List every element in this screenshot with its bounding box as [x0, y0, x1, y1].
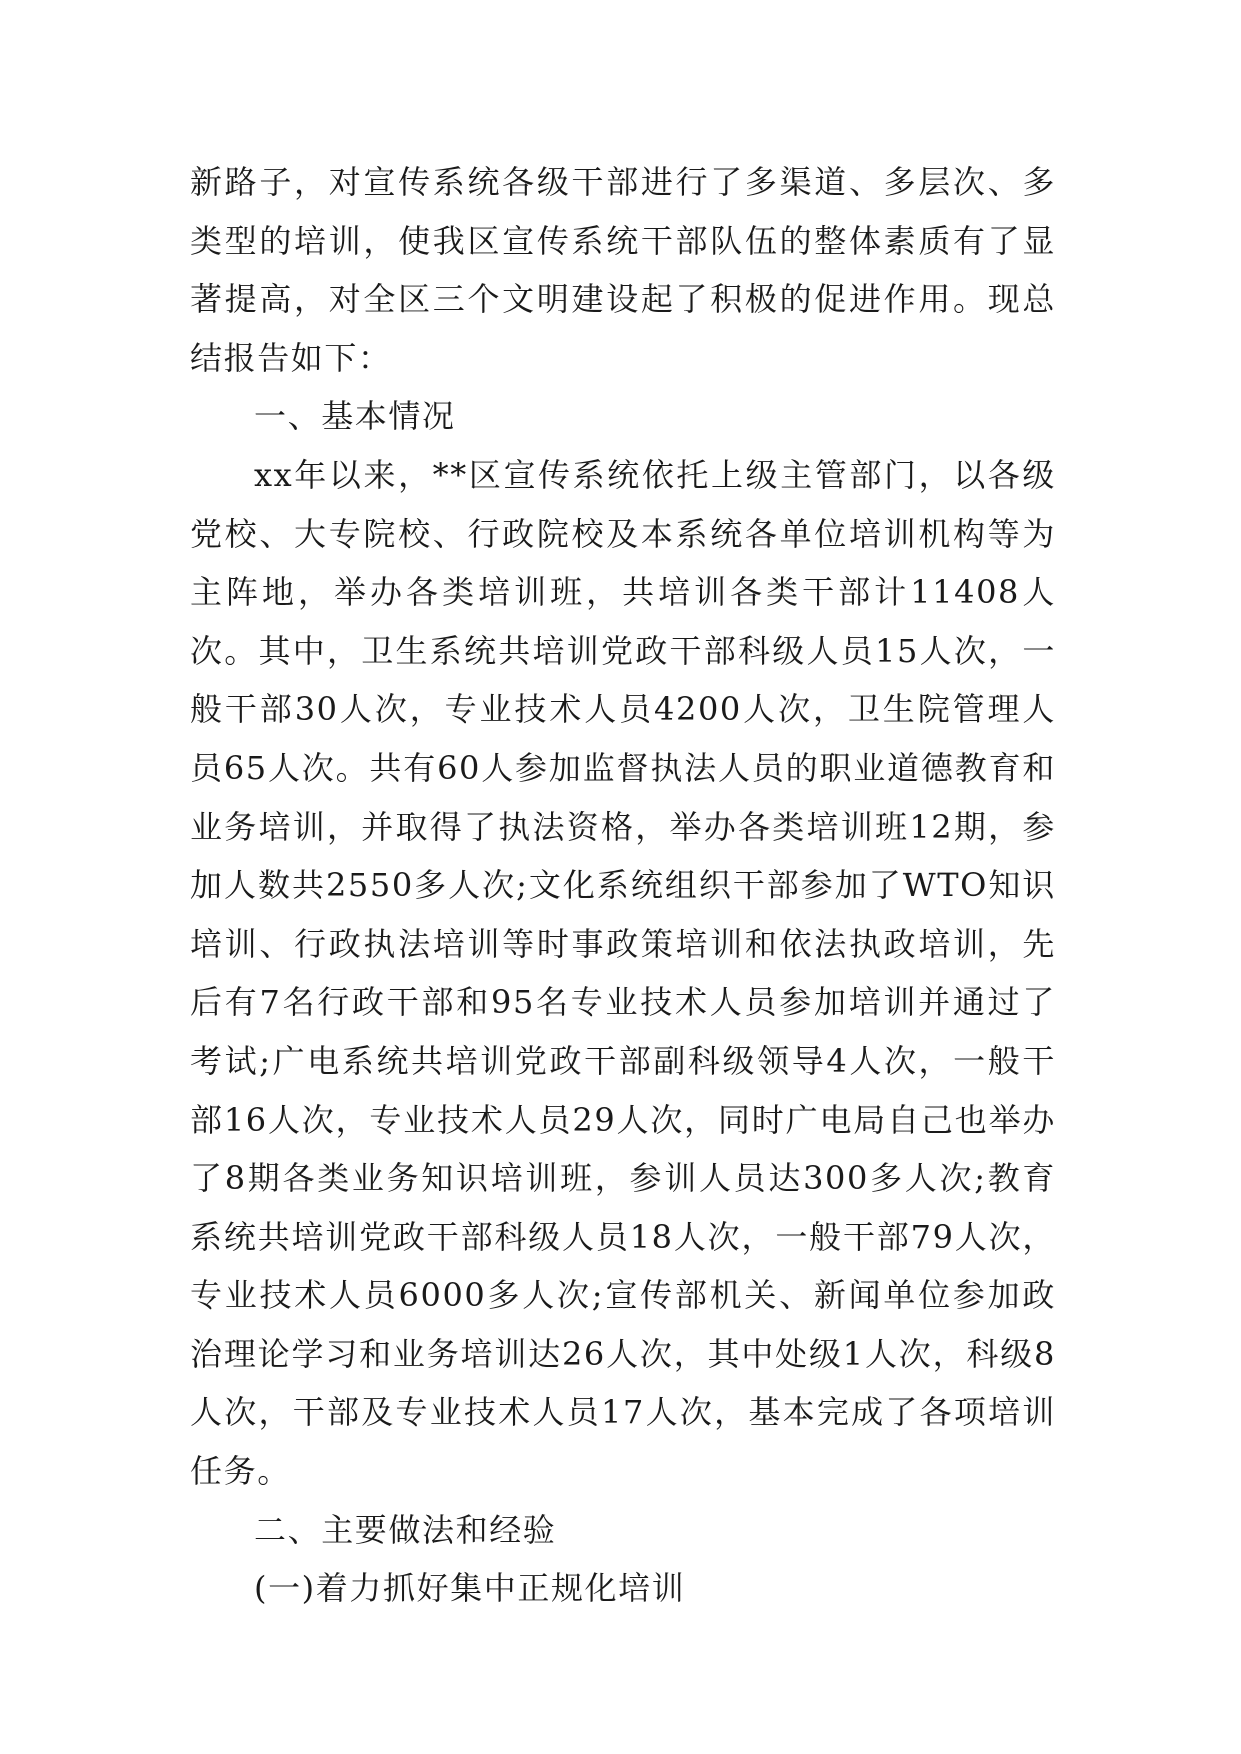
basic-situation-paragraph: xx年以来，**区宣传系统依托上级主管部门，以各级党校、大专院校、行政院校及本系统各单位培训机构等为主阵地，举办各类培训班，共培训各类干部计11408人次。其中，卫生系统共培训党政干部科级人员15人次，一般干部30人次，专业技术人员4200人次，卫生院管理人员65人次。共有60人参加监督执法人员的职业道德教育和业务培训，并取得了执法资格，举办各类培训班12期，参加人数共2550多人次;文化系统组织干部参加了WTO知识培训、行政执法培训等时事政策培训和依法执政培训，先后有7名行政干部和95名专业技术人员参加培训并通过了考试;广电系统共培训党政干部副科级领导4人次，一般干部16人次，专业技术人员29人次，同时广电局自己也举办了8期各类业务知识培训班，参训人员达300多人次;教育系统共培训党政干部科级人员18人次，一般干部79人次，专业技术人员6000多人次;宣传部机关、新闻单位参加政治理论学习和业务培训达26人次，其中处级1人次，科级8人次，干部及专业技术人员17人次，基本完成了各项培训任务。 [190, 455, 1056, 1491]
section-heading-basic-situation: 一、基本情况 [254, 397, 456, 436]
subsection-heading-training: (一)着力抓好集中正规化培训 [254, 1569, 686, 1608]
intro-paragraph: 新路子，对宣传系统各级干部进行了多渠道、多层次、多类型的培训，使我区宣传系统干部队伍的整体素质有了显著提高，对全区三个文明建设起了积极的促进作用。现总结报告如下： [190, 163, 1056, 377]
section-heading-practices: 二、主要做法和经验 [254, 1510, 557, 1549]
document-body [190, 153, 1056, 1618]
